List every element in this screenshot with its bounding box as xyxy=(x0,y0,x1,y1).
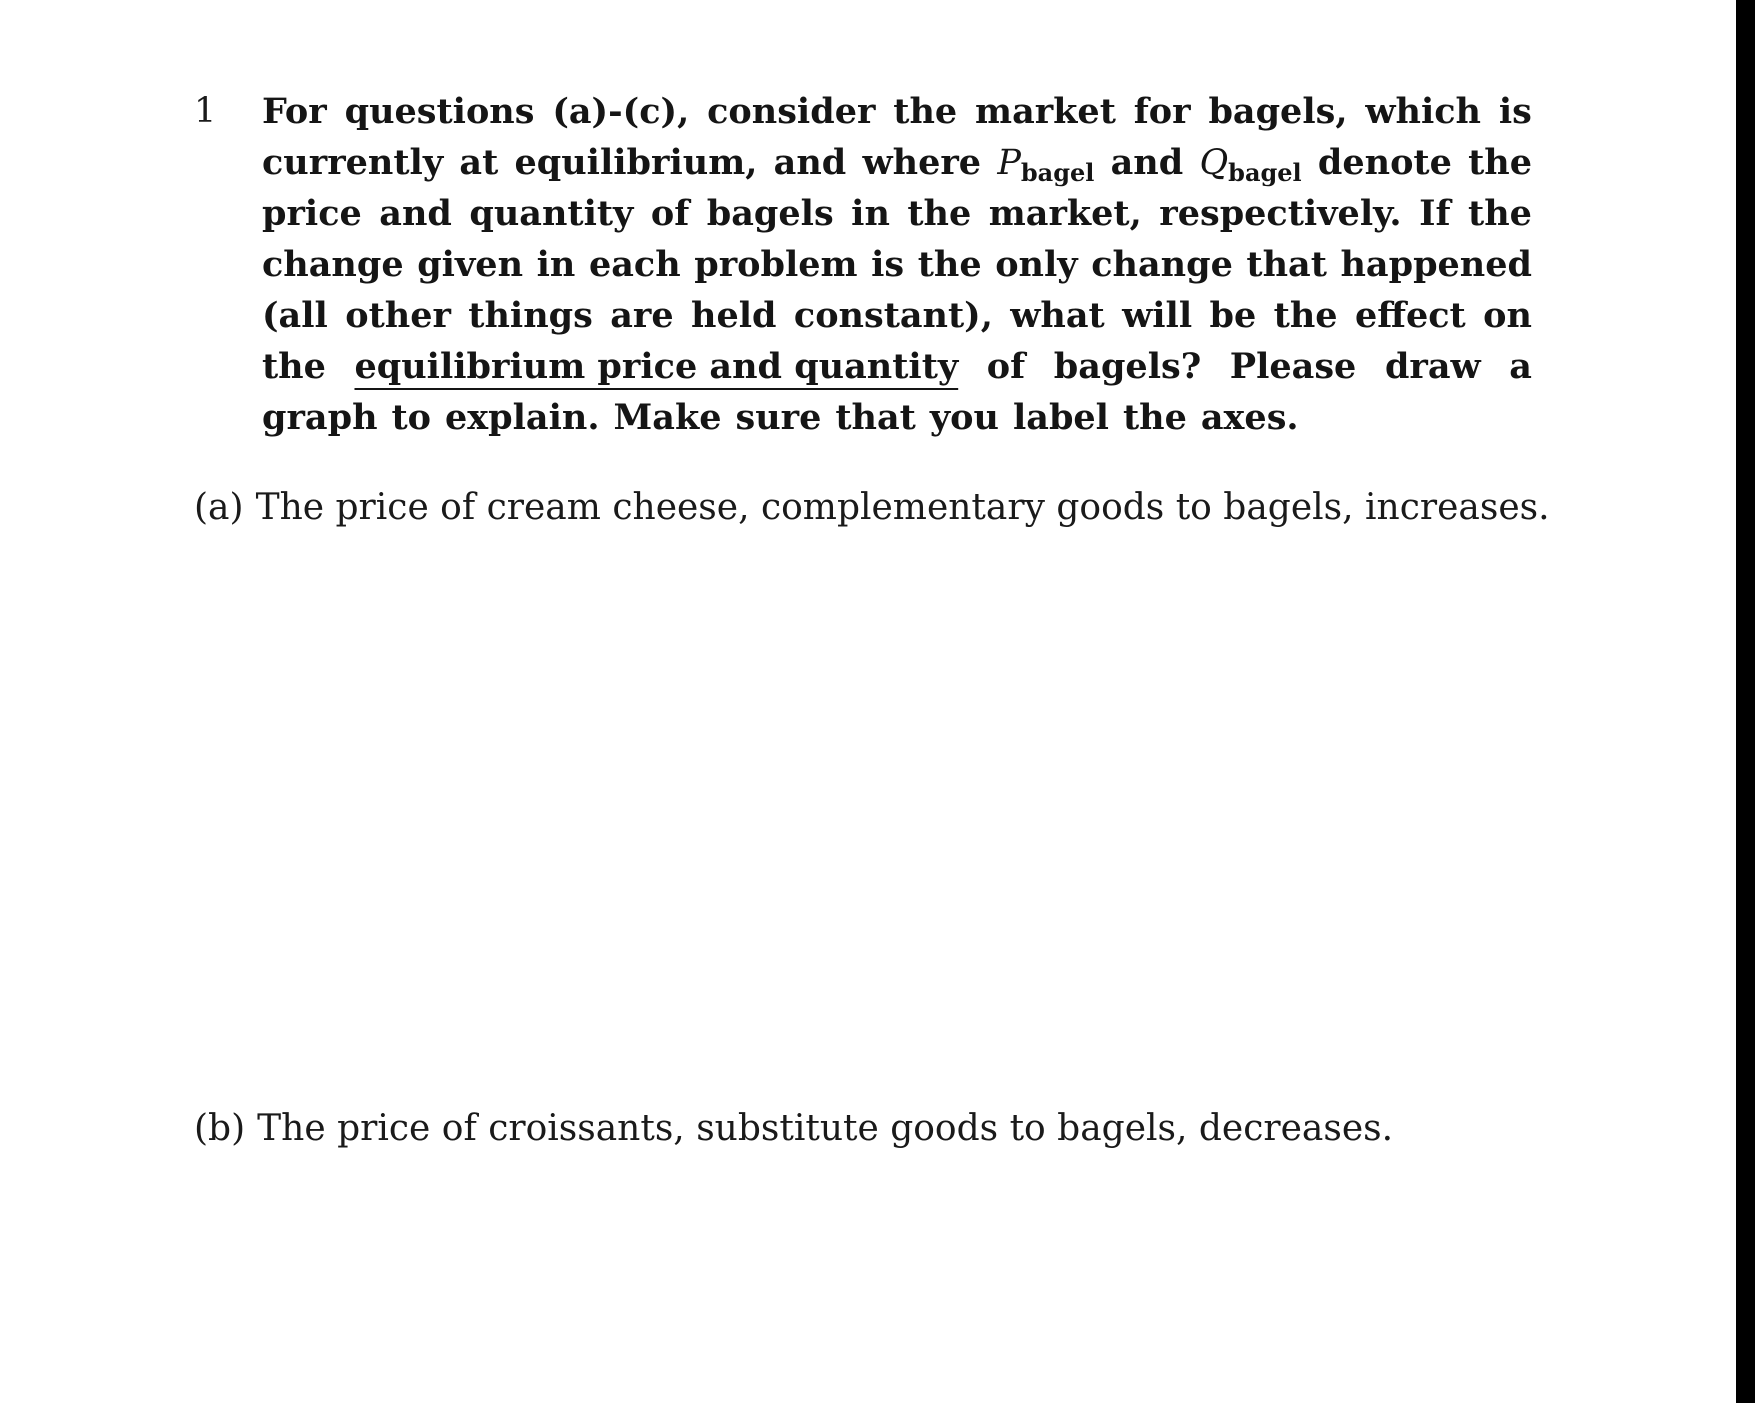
prompt-word: to xyxy=(391,397,432,438)
the-word: the xyxy=(1468,142,1532,183)
prompt-word: other xyxy=(345,295,451,336)
prompt-word: change xyxy=(1091,244,1233,285)
part-a-text: The price of cream cheese, complementary goods to bagels, increases. xyxy=(255,487,1550,528)
prompt-word: the xyxy=(1122,397,1187,438)
prompt-word: and xyxy=(773,142,847,183)
prompt-word: of xyxy=(986,346,1026,387)
prompt-word: Please xyxy=(1229,346,1357,387)
prompt-word: a xyxy=(1509,346,1532,387)
prompt-word: change xyxy=(262,244,404,285)
prompt-word: the xyxy=(1273,295,1338,336)
prompt-word: the xyxy=(907,193,972,234)
prompt-word: equilibrium, xyxy=(514,142,758,183)
prompt-word: that xyxy=(1246,244,1327,285)
part-a-label: (a) xyxy=(194,487,244,528)
line-6-lead: the xyxy=(262,346,326,387)
prompt-word: price xyxy=(262,193,362,234)
prompt-word: for xyxy=(1133,91,1191,132)
prompt-word: will xyxy=(1122,295,1193,336)
prompt-word: and xyxy=(379,193,452,234)
prompt-word: effect xyxy=(1354,295,1466,336)
prompt-word: constant), xyxy=(793,295,993,336)
part-b xyxy=(194,1107,1393,1151)
prompt-word: is xyxy=(1498,91,1532,132)
prompt-word: market xyxy=(975,91,1116,132)
prompt-word: consider xyxy=(707,91,876,132)
prompt-word: respectively. xyxy=(1159,193,1402,234)
part-b-label: (b) xyxy=(194,1108,246,1149)
prompt-word: questions xyxy=(344,91,535,132)
prompt-word: label xyxy=(1012,397,1109,438)
and-word: and xyxy=(1110,142,1184,183)
prompt-word: of xyxy=(650,193,690,234)
prompt-word: is xyxy=(871,244,905,285)
prompt-line-2 xyxy=(262,137,1532,188)
prompt-word: axes. xyxy=(1200,397,1299,438)
denote-word: denote xyxy=(1317,142,1452,183)
prompt-word: each xyxy=(588,244,681,285)
part-b-text: The price of croissants, substitute goods to bagels, decreases. xyxy=(257,1108,1394,1149)
prompt-word: If xyxy=(1419,193,1451,234)
prompt-line-6 xyxy=(262,341,1532,392)
prompt-word: (all xyxy=(262,295,328,336)
prompt-line-1 xyxy=(262,86,1532,137)
prompt-word: For xyxy=(262,91,327,132)
prompt-word: held xyxy=(691,295,777,336)
prompt-line-4 xyxy=(262,239,1532,290)
prompt-word: in xyxy=(851,193,890,234)
prompt-word: things xyxy=(468,295,593,336)
price-symbol: $P_{bagel}$ xyxy=(997,143,1095,187)
prompt-word: where xyxy=(862,142,982,183)
prompt-line-7 xyxy=(262,392,1532,443)
quantity-symbol: $Q_{bagel}$ xyxy=(1199,143,1302,187)
prompt-word: be xyxy=(1209,295,1257,336)
prompt-line-5 xyxy=(262,290,1532,341)
prompt-word: problem xyxy=(694,244,858,285)
prompt-word: only xyxy=(995,244,1078,285)
part-a xyxy=(194,486,1550,530)
prompt-word: bagels, xyxy=(1208,91,1348,132)
prompt-word: the xyxy=(917,244,982,285)
prompt-word: that xyxy=(835,397,916,438)
question-prompt xyxy=(262,86,1532,443)
prompt-word: quantity xyxy=(469,193,634,234)
prompt-word: bagels xyxy=(706,193,834,234)
prompt-word: in xyxy=(536,244,576,285)
prompt-word: sure xyxy=(735,397,822,438)
prompt-word: on xyxy=(1483,295,1532,336)
prompt-word: graph xyxy=(262,397,378,438)
prompt-word: which xyxy=(1365,91,1482,132)
prompt-word: you xyxy=(929,397,999,438)
question-number: 1 xyxy=(194,91,217,131)
prompt-word: draw xyxy=(1384,346,1481,387)
prompt-word: the xyxy=(893,91,958,132)
underlined-phrase: equilibrium price and quantity xyxy=(354,346,959,387)
prompt-word: bagels? xyxy=(1053,346,1202,387)
prompt-word: explain. xyxy=(445,397,600,438)
prompt-line-3 xyxy=(262,188,1532,239)
prompt-word: given xyxy=(417,244,524,285)
prompt-word: market, xyxy=(988,193,1142,234)
prompt-word: happened xyxy=(1340,244,1532,285)
prompt-word: at xyxy=(459,142,499,183)
prompt-word: currently xyxy=(262,142,444,183)
prompt-word: Make xyxy=(613,397,722,438)
prompt-word: the xyxy=(1468,193,1532,234)
prompt-word: are xyxy=(610,295,674,336)
prompt-word: what xyxy=(1010,295,1105,336)
prompt-word: (a)-(c), xyxy=(552,91,690,132)
